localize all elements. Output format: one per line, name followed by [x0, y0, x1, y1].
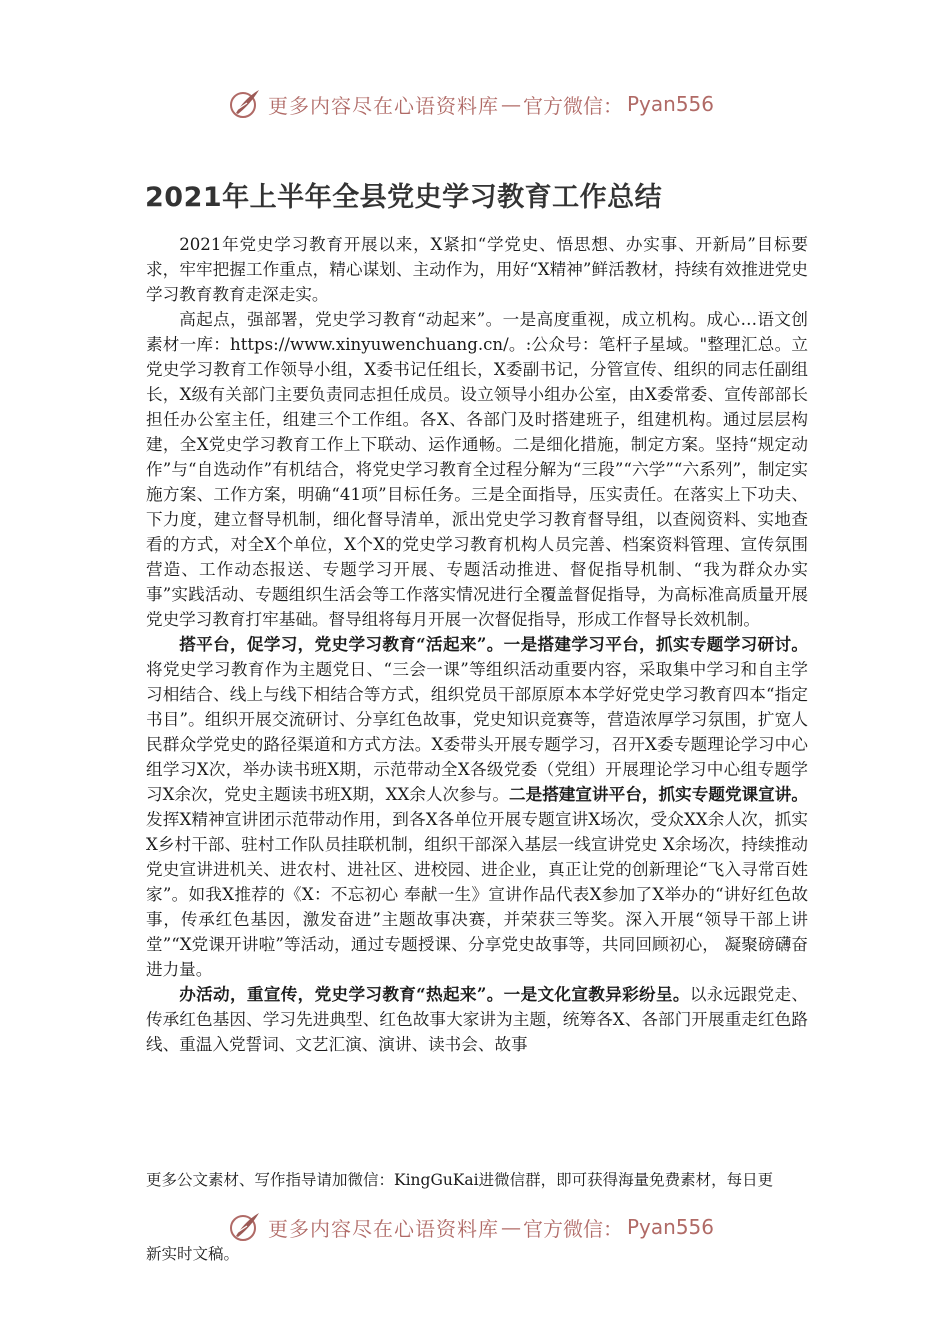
banner-wechat-id: Pyan556 [627, 92, 715, 116]
banner-separator: — [501, 92, 521, 116]
banner-wechat-label: 官方微信： [523, 1216, 623, 1241]
page-title: 2021年上半年全县党史学习教育工作总结 [145, 182, 663, 213]
quill-logo-icon [228, 87, 262, 121]
quill-logo-icon [228, 1210, 262, 1244]
footer-note: 更多公文素材、写作指导请加微信：KingGuKai进微信群，即可获得海量免费素材，每日更 [146, 1171, 774, 1189]
banner-wechat-label: 官方微信： [523, 93, 623, 118]
banner-text: 更多内容尽在心语资料库 [268, 1216, 499, 1241]
paragraph-text-2: 发挥X精神宣讲团示范带动作用，到各X各单位开展专题宣讲X场次，受众XX余人次，抓实X乡村干部、驻村工作队员挂联机制，组织干部深入基层一线宣讲党史 X余场次，持续推动党史宣讲进机关、进农村、进社区、进校园、进企业，真正让党的创新理论“飞入寻常百姓家”。如我X推荐的《X：不忘初心 奉献一生》宣讲作品代表X参加了X举办的“讲好红色故事，传承红色基因，激发奋进”主题故事决赛，并荣获三等奖。深入开展“领导干部上讲堂”“X党课开讲啦”等活动，通过专题授课、分享党史故事等，共同回顾初心， 凝聚磅礴奋进力量。 [146, 810, 808, 979]
paragraph-bold-mid: 二是搭建宣讲平台，抓实专题党课宣讲。 [508, 784, 808, 804]
banner-text: 更多内容尽在心语资料库 [268, 93, 499, 118]
paragraph-text: 将党史学习教育作为主题党日、“三会一课”等组织活动重要内容，采取集中学习和自主学习相结合、线上与线下相结合等方式，组织党员干部原原本本学好党史学习教育四本“指定书目”。组织开展交流研讨、分享红色故事，党史知识竞赛等，营造浓厚学习氛围，扩宽人民群众学党史的路径渠道和方式方法。X委带头开展专题学习，召开X委专题理论学习中心组学习X次，举办读书班X期，示范带动全X各级党委（党组）开展理论学习中心组专题学习X余次，党史主题读书班X期，XX余人次参与。 [146, 660, 808, 804]
paragraph-text: 2021年党史学习教育开展以来，X紧扣“学党史、悟思想、办实事、开新局”目标要求，牢牢把握工作重点，精心谋划、主动作为，用好“X精神”鲜活教材，持续有效推进党史学习教育教育走深走实。 [146, 235, 808, 304]
footer-note-continued: 新实时文稿。 [146, 1245, 240, 1263]
header-banner [228, 84, 714, 124]
footer-banner [228, 1207, 714, 1247]
paragraph-text: 以永远跟党走、传承红色基因、学习先进典型、红色故事大家讲为主题，统筹各X、各部门开展重走红色路线、重温入党誓词、文艺汇演、演讲、读书会、故事 [146, 985, 809, 1054]
paragraph-activities [146, 982, 808, 1057]
paragraph-deploy [146, 307, 808, 632]
banner-wechat-id: Pyan556 [627, 1215, 715, 1239]
paragraph-intro [146, 232, 808, 307]
paragraph-platform [146, 632, 808, 982]
document-body [146, 232, 808, 1057]
paragraph-bold-lead: 办活动，重宣传，党史学习教育“热起来”。一是文化宣教异彩纷呈。 [179, 984, 690, 1004]
paragraph-bold-lead: 搭平台，促学习，党史学习教育“活起来”。一是搭建学习平台，抓实专题学习研讨。 [179, 634, 808, 654]
banner-separator: — [501, 1215, 521, 1239]
paragraph-text: 高起点，强部署，党史学习教育“动起来”。一是高度重视，成立机构。成心…语文创素材一库：https://www.xinyuwenchuang.cn/。:公众号：笔杆子星域。"整理汇总。立党史学习教育工作领导小组，X委书记任组长，X委副书记，分管宣传、组织的同志任副组长，X级有关部门主要负责同志担任成员。设立领导小组办公室，由X委常委、宣传部部长担任办公室主任，组建三个工作组。各X、各部门及时搭建班子，组建机构。通过层层构建，全X党史学习教育工作上下联动、运作通畅。二是细化措施，制定方案。坚持“规定动作”与“自选动作”有机结合，将党史学习教育全过程分解为“三段”“六学”“六系列”，制定实施方案、工作方案，明确“41项”目标任务。三是全面指导，压实责任。在落实上下功夫、下力度，建立督导机制，细化督导清单，派出党史学习教育督导组，以查阅资料、实地查看的方式，对全X个单位，X个X的党史学习教育机构人员完善、档案资料管理、宣传氛围营造、工作动态报送、专题学习开展、专题活动推进、督促指导机制、“我为群众办实事”实践活动、专题组织生活会等工作落实情况进行全覆盖督促指导，为高标准高质量开展党史学习教育打牢基础。督导组将每月开展一次督促指导，形成工作督导长效机制。 [146, 310, 808, 629]
